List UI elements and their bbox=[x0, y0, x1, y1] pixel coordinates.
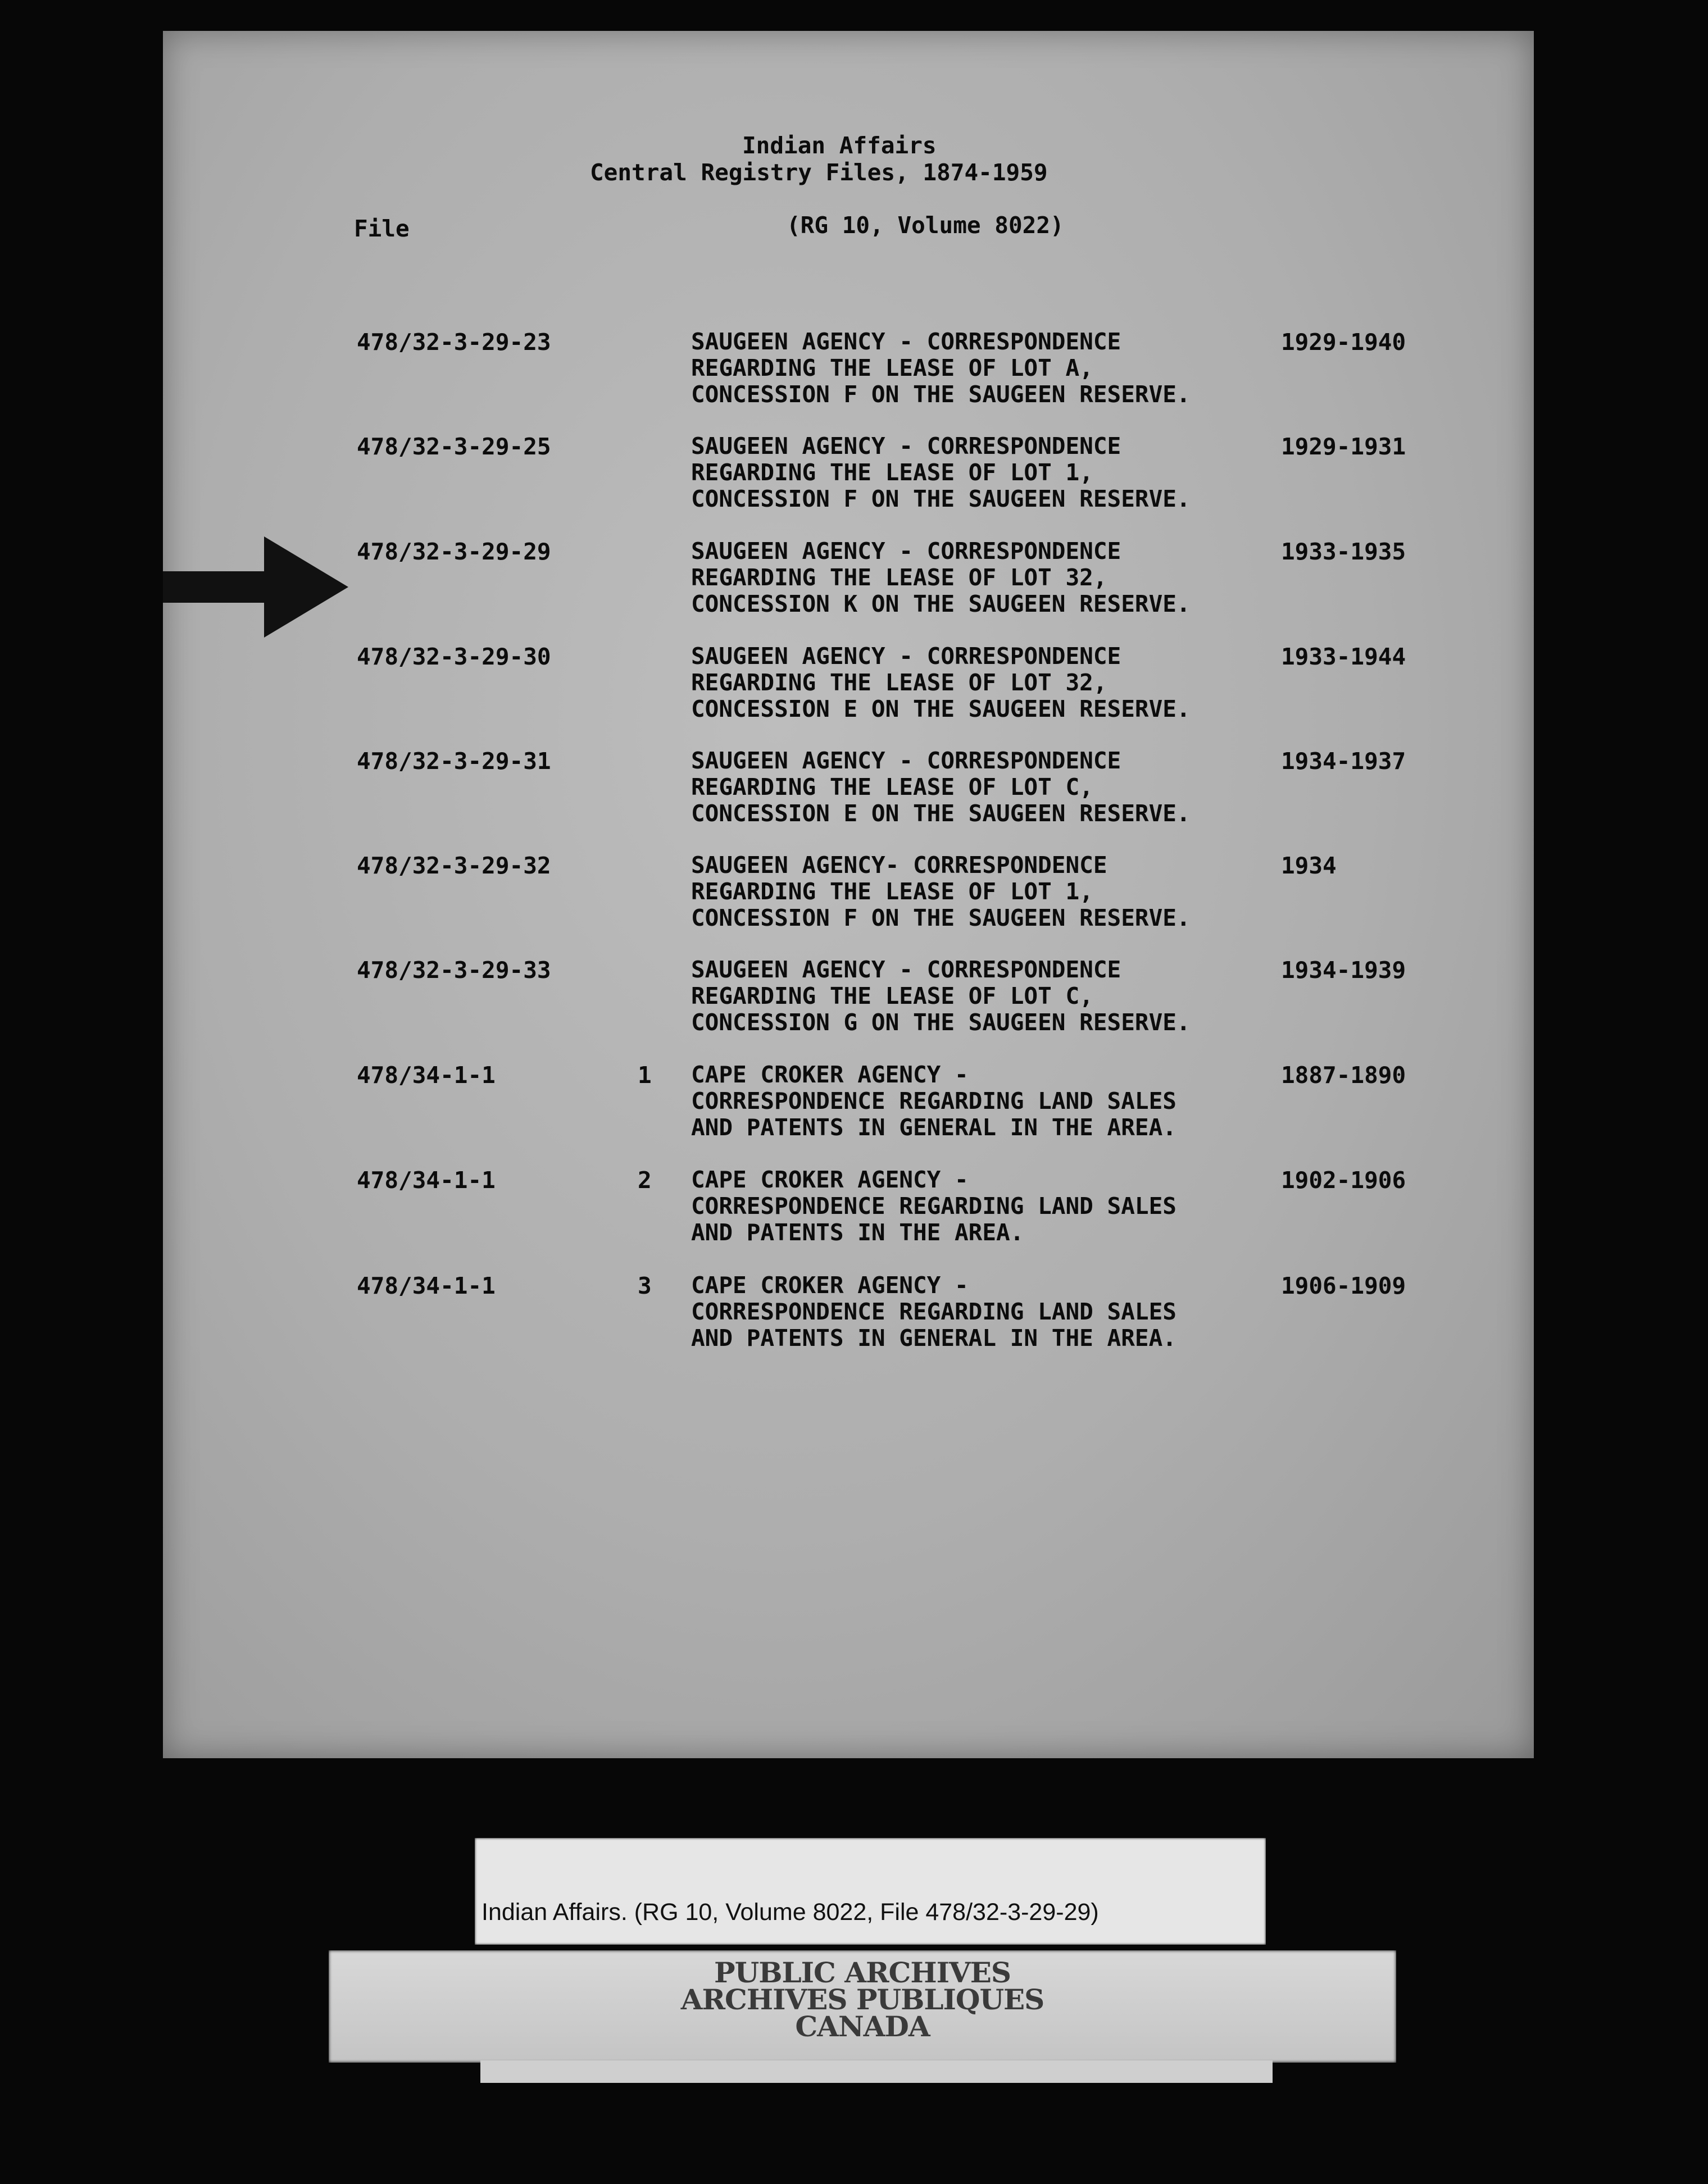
file-description: SAUGEEN AGENCY - CORRESPONDENCE REGARDING THE LEASE OF LOT C, CONCESSION E ON THE SAUGEEN RESERVE. bbox=[691, 747, 1191, 827]
file-dates: 1933-1935 bbox=[1281, 538, 1406, 565]
document-subtitle: Central Registry Files, 1874-1959 bbox=[590, 159, 1048, 186]
archives-stamp bbox=[329, 1950, 1396, 2063]
volume-label: (RG 10, Volume 8022) bbox=[787, 212, 1064, 239]
file-number: 478/32-3-29-30 bbox=[357, 643, 551, 670]
file-number: 478/32-3-29-23 bbox=[357, 329, 551, 356]
file-description: SAUGEEN AGENCY - CORRESPONDENCE REGARDING THE LEASE OF LOT 1, CONCESSION F ON THE SAUGEEN RESERVE. bbox=[691, 433, 1191, 512]
part-number: 1 bbox=[638, 1062, 652, 1089]
file-number: 478/32-3-29-29 bbox=[357, 538, 551, 565]
file-description: CAPE CROKER AGENCY - CORRESPONDENCE REGARDING LAND SALES AND PATENTS IN THE AREA. bbox=[691, 1166, 1176, 1246]
file-description: SAUGEEN AGENCY - CORRESPONDENCE REGARDING THE LEASE OF LOT 32, CONCESSION K ON THE SAUGEEN RESERVE. bbox=[691, 538, 1191, 617]
file-description: SAUGEEN AGENCY - CORRESPONDENCE REGARDING THE LEASE OF LOT A, CONCESSION F ON THE SAUGEEN RESERVE. bbox=[691, 328, 1191, 408]
document-title: Indian Affairs bbox=[742, 132, 937, 159]
file-number: 478/32-3-29-32 bbox=[357, 852, 551, 879]
caption-label bbox=[475, 1838, 1266, 1945]
file-dates: 1933-1944 bbox=[1281, 643, 1406, 670]
file-dates: 1934-1939 bbox=[1281, 957, 1406, 984]
file-number: 478/32-3-29-25 bbox=[357, 433, 551, 460]
file-number: 478/32-3-29-31 bbox=[357, 748, 551, 775]
file-description: SAUGEEN AGENCY - CORRESPONDENCE REGARDING THE LEASE OF LOT 32, CONCESSION E ON THE SAUGEEN RESERVE. bbox=[691, 643, 1191, 722]
file-dates: 1934 bbox=[1281, 852, 1337, 879]
file-dates: 1902-1906 bbox=[1281, 1167, 1406, 1194]
stamp-line-2: ARCHIVES PUBLIQUES bbox=[680, 1983, 1044, 2016]
stamp-strip bbox=[480, 2060, 1273, 2083]
file-description: SAUGEEN AGENCY- CORRESPONDENCE REGARDING THE LEASE OF LOT 1, CONCESSION F ON THE SAUGEEN RESERVE. bbox=[691, 852, 1191, 931]
file-dates: 1887-1890 bbox=[1281, 1062, 1406, 1089]
file-dates: 1929-1940 bbox=[1281, 329, 1406, 356]
file-description: SAUGEEN AGENCY - CORRESPONDENCE REGARDING THE LEASE OF LOT C, CONCESSION G ON THE SAUGEEN RESERVE. bbox=[691, 956, 1191, 1036]
file-number: 478/34-1-1 bbox=[357, 1167, 496, 1194]
file-dates: 1929-1931 bbox=[1281, 433, 1406, 460]
file-description: CAPE CROKER AGENCY - CORRESPONDENCE REGARDING LAND SALES AND PATENTS IN GENERAL IN THE AREA. bbox=[691, 1272, 1176, 1352]
document-page bbox=[163, 31, 1534, 1758]
file-column-label: File bbox=[354, 215, 410, 242]
stamp-line-1: PUBLIC ARCHIVES bbox=[714, 1956, 1011, 1989]
file-number: 478/32-3-29-33 bbox=[357, 957, 551, 984]
arrow-pointer-icon bbox=[163, 536, 348, 638]
file-number: 478/34-1-1 bbox=[357, 1062, 496, 1089]
stamp-line-3: CANADA bbox=[795, 2010, 930, 2043]
part-number: 2 bbox=[638, 1167, 652, 1194]
part-number: 3 bbox=[638, 1272, 652, 1299]
file-dates: 1906-1909 bbox=[1281, 1272, 1406, 1299]
caption-text: Indian Affairs. (RG 10, Volume 8022, File 478/32-3-29-29) bbox=[481, 1899, 1099, 1926]
file-number: 478/34-1-1 bbox=[357, 1272, 496, 1299]
file-description: CAPE CROKER AGENCY - CORRESPONDENCE REGARDING LAND SALES AND PATENTS IN GENERAL IN THE AREA. bbox=[691, 1061, 1176, 1141]
file-dates: 1934-1937 bbox=[1281, 748, 1406, 775]
